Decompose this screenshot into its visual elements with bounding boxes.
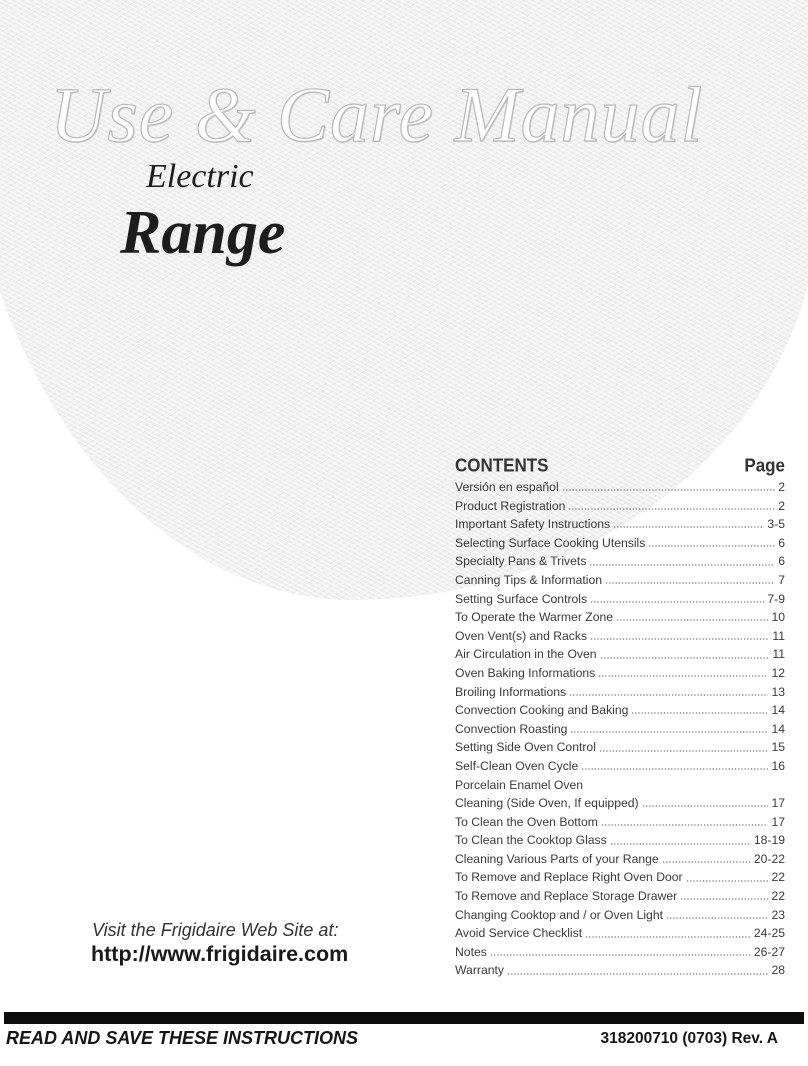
- website-url-link[interactable]: http://www.frigidaire.com: [91, 942, 349, 966]
- table-of-contents: [455, 456, 785, 980]
- toc-entry-title: Canning Tips & Information: [455, 572, 603, 587]
- toc-entry: [455, 813, 785, 832]
- toc-entry-page: 13: [771, 684, 785, 699]
- product-subtitle: Electric: [146, 158, 254, 195]
- toc-entry-page: 26-27: [753, 944, 785, 959]
- toc-dot-leader: [581, 767, 768, 771]
- toc-entry-title: Oven Baking Informations: [455, 665, 596, 680]
- toc-entry: [455, 497, 785, 516]
- toc-entry-title: Convection Roasting: [455, 721, 568, 736]
- toc-entry: [455, 850, 785, 869]
- toc-entry-title: To Operate the Warmer Zone: [455, 610, 614, 625]
- toc-entry-title: Oven Vent(s) and Racks: [455, 628, 588, 643]
- toc-entry: [455, 571, 785, 590]
- toc-entry-page: 2: [778, 480, 785, 494]
- toc-entry-page: 16: [771, 758, 785, 773]
- footer-instructions: READ AND SAVE THESE INSTRUCTIONS: [6, 1028, 359, 1048]
- toc-entry-title: Air Circulation in the Oven: [455, 647, 597, 662]
- toc-entry-title: Selecting Surface Cooking Utensils: [455, 535, 646, 550]
- toc-dot-leader: [590, 637, 769, 641]
- toc-entry-title: Convection Cooking and Baking: [455, 703, 629, 718]
- toc-entry: [455, 664, 785, 683]
- toc-entry-title: Versión en español: [455, 480, 559, 494]
- contents-heading: CONTENTS: [455, 455, 549, 476]
- toc-entry-page: 12: [771, 665, 785, 680]
- document-part-number: 318200710 (0703) Rev. A: [600, 1030, 778, 1047]
- toc-entry: [455, 627, 785, 646]
- toc-dot-leader: [642, 804, 769, 808]
- toc-entry-title: Cleaning Various Parts of your Range: [455, 851, 659, 866]
- toc-entry-page: 10: [771, 610, 785, 625]
- toc-entry-page: 6: [778, 554, 785, 569]
- toc-entry-page: 24-25: [753, 926, 785, 941]
- toc-entry-page: 18-19: [753, 833, 785, 848]
- toc-entry-page: 7: [778, 572, 785, 587]
- manual-title: Use & Care Manual: [50, 71, 704, 158]
- toc-entry-title: Avoid Service Checklist: [455, 926, 583, 941]
- toc-dot-leader: [616, 618, 768, 622]
- toc-dot-leader: [585, 935, 751, 939]
- toc-entry: [455, 701, 785, 720]
- toc-dot-leader: [598, 674, 768, 678]
- toc-entry-page: 28: [771, 963, 785, 978]
- website-visit-text: Visit the Frigidaire Web Site at:: [92, 920, 339, 940]
- toc-entry-title: Specialty Pans & Trivets: [455, 554, 587, 569]
- toc-entry-title: Cleaning (Side Oven, If equipped): [455, 796, 639, 811]
- toc-entry-title: To Clean the Oven Bottom: [455, 814, 598, 829]
- toc-entry-title: Product Registration: [455, 498, 566, 513]
- toc-entry-page: 22: [771, 889, 785, 904]
- toc-dot-leader: [662, 860, 751, 864]
- toc-entry: [455, 831, 785, 850]
- toc-entry-title: To Remove and Replace Right Oven Door: [455, 870, 683, 885]
- toc-entry: [455, 906, 785, 925]
- toc-dot-leader: [568, 507, 775, 511]
- toc-entry-page: 14: [771, 721, 785, 736]
- toc-dot-leader: [686, 879, 769, 883]
- toc-entry: [455, 961, 785, 980]
- toc-entry: [455, 645, 785, 664]
- toc-entry-title: Broiling Informations: [455, 684, 567, 699]
- toc-entry: [455, 552, 785, 571]
- toc-entry-page: 23: [771, 907, 785, 922]
- toc-dot-leader: [631, 711, 768, 715]
- toc-entry-page: 14: [771, 703, 785, 718]
- toc-entry: [455, 776, 785, 795]
- toc-entry-title: Porcelain Enamel Oven: [455, 777, 584, 792]
- footer-divider: [4, 1012, 804, 1024]
- toc-entry-page: 22: [771, 870, 785, 885]
- toc-dot-leader: [601, 823, 768, 827]
- toc-entry: [455, 757, 785, 776]
- toc-entry-title: Setting Side Oven Control: [455, 740, 596, 755]
- toc-entry: [455, 608, 785, 627]
- toc-dot-leader: [605, 581, 775, 585]
- toc-entry-page: 20-22: [753, 851, 785, 866]
- toc-dot-leader: [507, 972, 768, 976]
- toc-entry-page: 3-5: [767, 517, 785, 532]
- toc-entry: [455, 590, 785, 609]
- toc-entry-title: To Clean the Cooktop Glass: [455, 833, 607, 848]
- product-name: Range: [120, 199, 286, 267]
- toc-entry-page: 17: [771, 796, 785, 811]
- page-column-heading: Page: [744, 455, 785, 476]
- toc-entry: [455, 720, 785, 739]
- toc-entry-page: 6: [778, 535, 785, 550]
- toc-entry-page: 2: [778, 498, 785, 513]
- toc-dot-leader: [562, 488, 776, 492]
- toc-entry: [455, 515, 785, 534]
- toc-entry: [455, 683, 785, 702]
- toc-entry-title: To Remove and Replace Storage Drawer: [455, 889, 678, 904]
- toc-entry-title: Notes: [455, 944, 487, 959]
- toc-entry-page: 11: [772, 628, 785, 643]
- contents-header: [455, 455, 785, 477]
- toc-entry-title: Setting Surface Controls: [455, 591, 588, 606]
- toc-entry: [455, 534, 785, 553]
- toc-entry-page: 7-9: [767, 591, 785, 606]
- toc-dot-leader: [600, 656, 770, 660]
- toc-dot-leader: [570, 730, 768, 734]
- toc-dot-leader: [490, 953, 751, 957]
- toc-entry: [455, 738, 785, 757]
- contents-list: [455, 478, 785, 980]
- toc-entry-title: Warranty: [455, 963, 504, 978]
- toc-entry-title: Self-Clean Oven Cycle: [455, 758, 579, 773]
- toc-entry: [455, 924, 785, 943]
- toc-dot-leader: [610, 842, 751, 846]
- toc-entry-title: Important Safety Instructions: [455, 517, 611, 532]
- toc-entry: [455, 868, 785, 887]
- toc-entry-page: 11: [772, 647, 785, 662]
- toc-dot-leader: [590, 600, 764, 604]
- toc-entry: [455, 478, 785, 497]
- toc-dot-leader: [680, 897, 768, 901]
- toc-dot-leader: [648, 544, 775, 548]
- toc-entry: [455, 943, 785, 962]
- toc-dot-leader: [569, 693, 768, 697]
- toc-entry-page: 17: [771, 814, 785, 829]
- toc-entry-page: 15: [771, 740, 785, 755]
- toc-dot-leader: [666, 916, 768, 920]
- toc-dot-leader: [613, 525, 764, 529]
- toc-entry: [455, 794, 785, 813]
- toc-dot-leader: [599, 749, 769, 753]
- toc-dot-leader: [589, 563, 775, 567]
- toc-entry: [455, 887, 785, 906]
- toc-entry-title: Changing Cooktop and / or Oven Light: [455, 907, 664, 922]
